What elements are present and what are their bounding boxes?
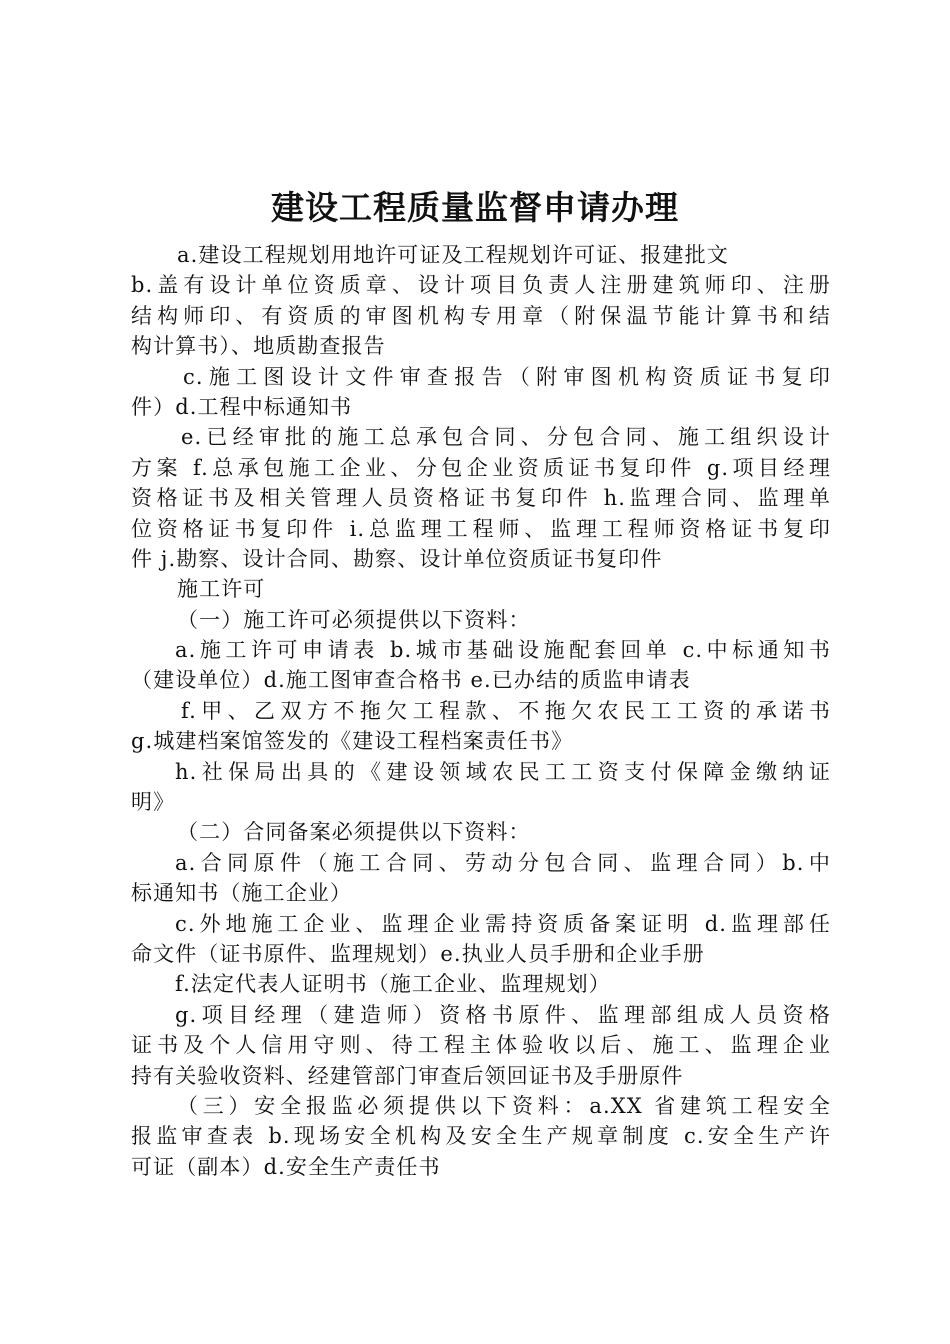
paragraph-line: 方案 f.总承包施工企业、分包企业资质证书复印件 g.项目经理 xyxy=(131,455,831,480)
paragraph-line: h.社保局出具的《建设领域农民工工资支付保障金缴纳证 xyxy=(175,759,831,784)
paragraph-line: 标通知书（施工企业） xyxy=(131,881,352,906)
paragraph-line: 命文件（证书原件、监理规划）e.执业人员手册和企业手册 xyxy=(131,941,705,966)
document-title: 建设工程质量监督申请办理 xyxy=(271,188,679,227)
paragraph-line: f.甲、乙双方不拖欠工程款、不拖欠农民工工资的承诺书 xyxy=(181,698,831,723)
paragraph-line: e.已经审批的施工总承包合同、分包合同、施工组织设计 xyxy=(181,425,831,450)
paragraph-line: 证书及个人信用守则、待工程主体验收以后、施工、监理企业 xyxy=(131,1033,831,1058)
paragraph-line: b.盖有设计单位资质章、设计项目负责人注册建筑师印、注册 xyxy=(131,273,831,298)
paragraph-line: g.城建档案馆签发的《建设工程档案责任书》 xyxy=(131,729,574,754)
paragraph-line: 件 j.勘察、设计合同、勘察、设计单位资质证书复印件 xyxy=(131,546,663,571)
paragraph-line: 明》 xyxy=(131,790,176,815)
section-heading: 施工许可 xyxy=(177,577,266,602)
paragraph-line: f.法定代表人证明书（施工企业、监理规划） xyxy=(175,972,611,997)
paragraph-line: 资格证书及相关管理人员资格证书复印件 h.监理合同、监理单 xyxy=(131,486,831,511)
section-heading: （一）施工许可必须提供以下资料： xyxy=(177,607,531,632)
document-body xyxy=(131,240,831,1182)
paragraph-line: 件）d.工程中标通知书 xyxy=(131,394,353,419)
paragraph-line: 构计算书）、地质勘查报告 xyxy=(131,334,386,359)
paragraph-line: a.合同原件（施工合同、劳动分包合同、监理合同）b.中 xyxy=(175,850,831,875)
paragraph-line: （建设单位）d.施工图审查合格书 e.已办结的质监申请表 xyxy=(131,668,691,693)
paragraph-line: c.外地施工企业、监理企业需持资质备案证明 d.监理部任 xyxy=(175,911,831,936)
paragraph-line: 持有关验收资料、经建管部门审查后领回证书及手册原件 xyxy=(131,1063,684,1088)
section-heading: （二）合同备案必须提供以下资料： xyxy=(177,820,531,845)
paragraph-line: 报监审查表 b.现场安全机构及安全生产规章制度 c.安全生产许 xyxy=(131,1124,831,1149)
paragraph-line: g.项目经理（建造师）资格书原件、监理部组成人员资格 xyxy=(175,1002,831,1027)
paragraph-line: a.建设工程规划用地许可证及工程规划许可证、报建批文 xyxy=(177,243,729,267)
paragraph-line: 位资格证书复印件 i.总监理工程师、监理工程师资格证书复印 xyxy=(131,516,831,541)
paragraph-line: 结构师印、有资质的审图机构专用章（附保温节能计算书和结 xyxy=(131,303,831,328)
paragraph-line: 可证（副本）d.安全生产责任书 xyxy=(131,1154,441,1179)
section-heading: （三）安全报监必须提供以下资料：a.XX 省建筑工程安全 xyxy=(177,1093,831,1118)
paragraph-line: a.施工许可申请表 b.城市基础设施配套回单 c.中标通知书 xyxy=(175,638,831,663)
paragraph-line: c.施工图设计文件审查报告（附审图机构资质证书复印 xyxy=(183,364,831,389)
